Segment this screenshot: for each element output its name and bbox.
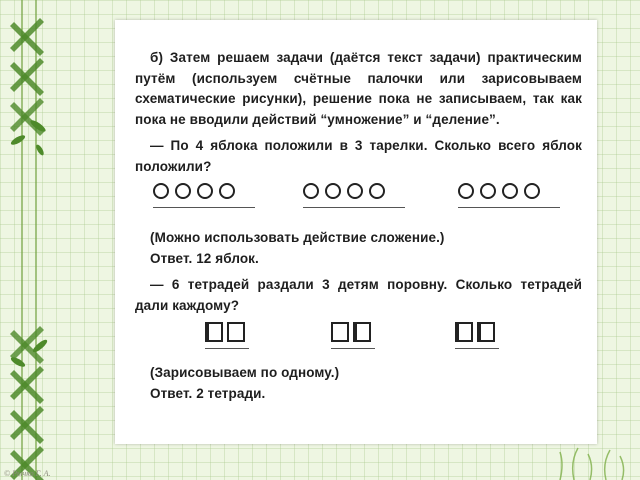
task-1-note: (Можно использовать действие сложение.): [150, 230, 445, 245]
notebook-icon: [455, 322, 473, 342]
author-credit: © Рычко Г. А.: [4, 469, 51, 478]
apples-illustration: [135, 177, 582, 227]
textbook-text: [135, 48, 582, 404]
task-2-text: — 6 тетрадей раздали 3 детям поровну. Сколько тетрадей дали каждому?: [135, 277, 582, 313]
apple-circle-icon: [458, 183, 474, 199]
apple-circle-icon: [325, 183, 341, 199]
plate-line: [458, 207, 560, 208]
apple-circle-icon: [347, 183, 363, 199]
child-group: [205, 322, 249, 349]
task-2-answer: Ответ. 2 тетради.: [150, 386, 266, 401]
apple-circle-icon: [197, 183, 213, 199]
notebooks-illustration: [135, 316, 582, 362]
notebook-icon: [477, 322, 495, 342]
task-2-note: (Зарисовываем по одному.): [150, 365, 340, 380]
child-group: [455, 322, 499, 349]
apple-circle-icon: [369, 183, 385, 199]
underline: [331, 348, 375, 349]
plate-line: [153, 207, 255, 208]
apple-circle-icon: [502, 183, 518, 199]
apple-circle-icon: [524, 183, 540, 199]
plate-line: [303, 207, 405, 208]
paragraph-b: б) Затем решаем задачи (даётся текст задачи) практическим путём (используем счётные палочки или зарисовываем схематические рисунки), решение пока не записываем, так как пока не вводили действий “умножение” и “деление”.: [135, 50, 582, 127]
underline: [455, 348, 499, 349]
notebook-icon: [353, 322, 371, 342]
plate-group: [153, 183, 255, 208]
child-group: [331, 322, 375, 349]
apple-circle-icon: [153, 183, 169, 199]
apple-circle-icon: [175, 183, 191, 199]
apple-circle-icon: [219, 183, 235, 199]
task-1-answer: Ответ. 12 яблок.: [150, 251, 259, 266]
plate-group: [303, 183, 405, 208]
task-1-text: — По 4 яблока положили в 3 тарелки. Сколько всего яблок положили?: [135, 138, 582, 174]
leaf-border-decoration: [0, 0, 60, 480]
notebook-icon: [227, 322, 245, 342]
notebook-icon: [331, 322, 349, 342]
apple-circle-icon: [480, 183, 496, 199]
plate-group: [458, 183, 560, 208]
notebook-icon: [205, 322, 223, 342]
underline: [205, 348, 249, 349]
apple-circle-icon: [303, 183, 319, 199]
